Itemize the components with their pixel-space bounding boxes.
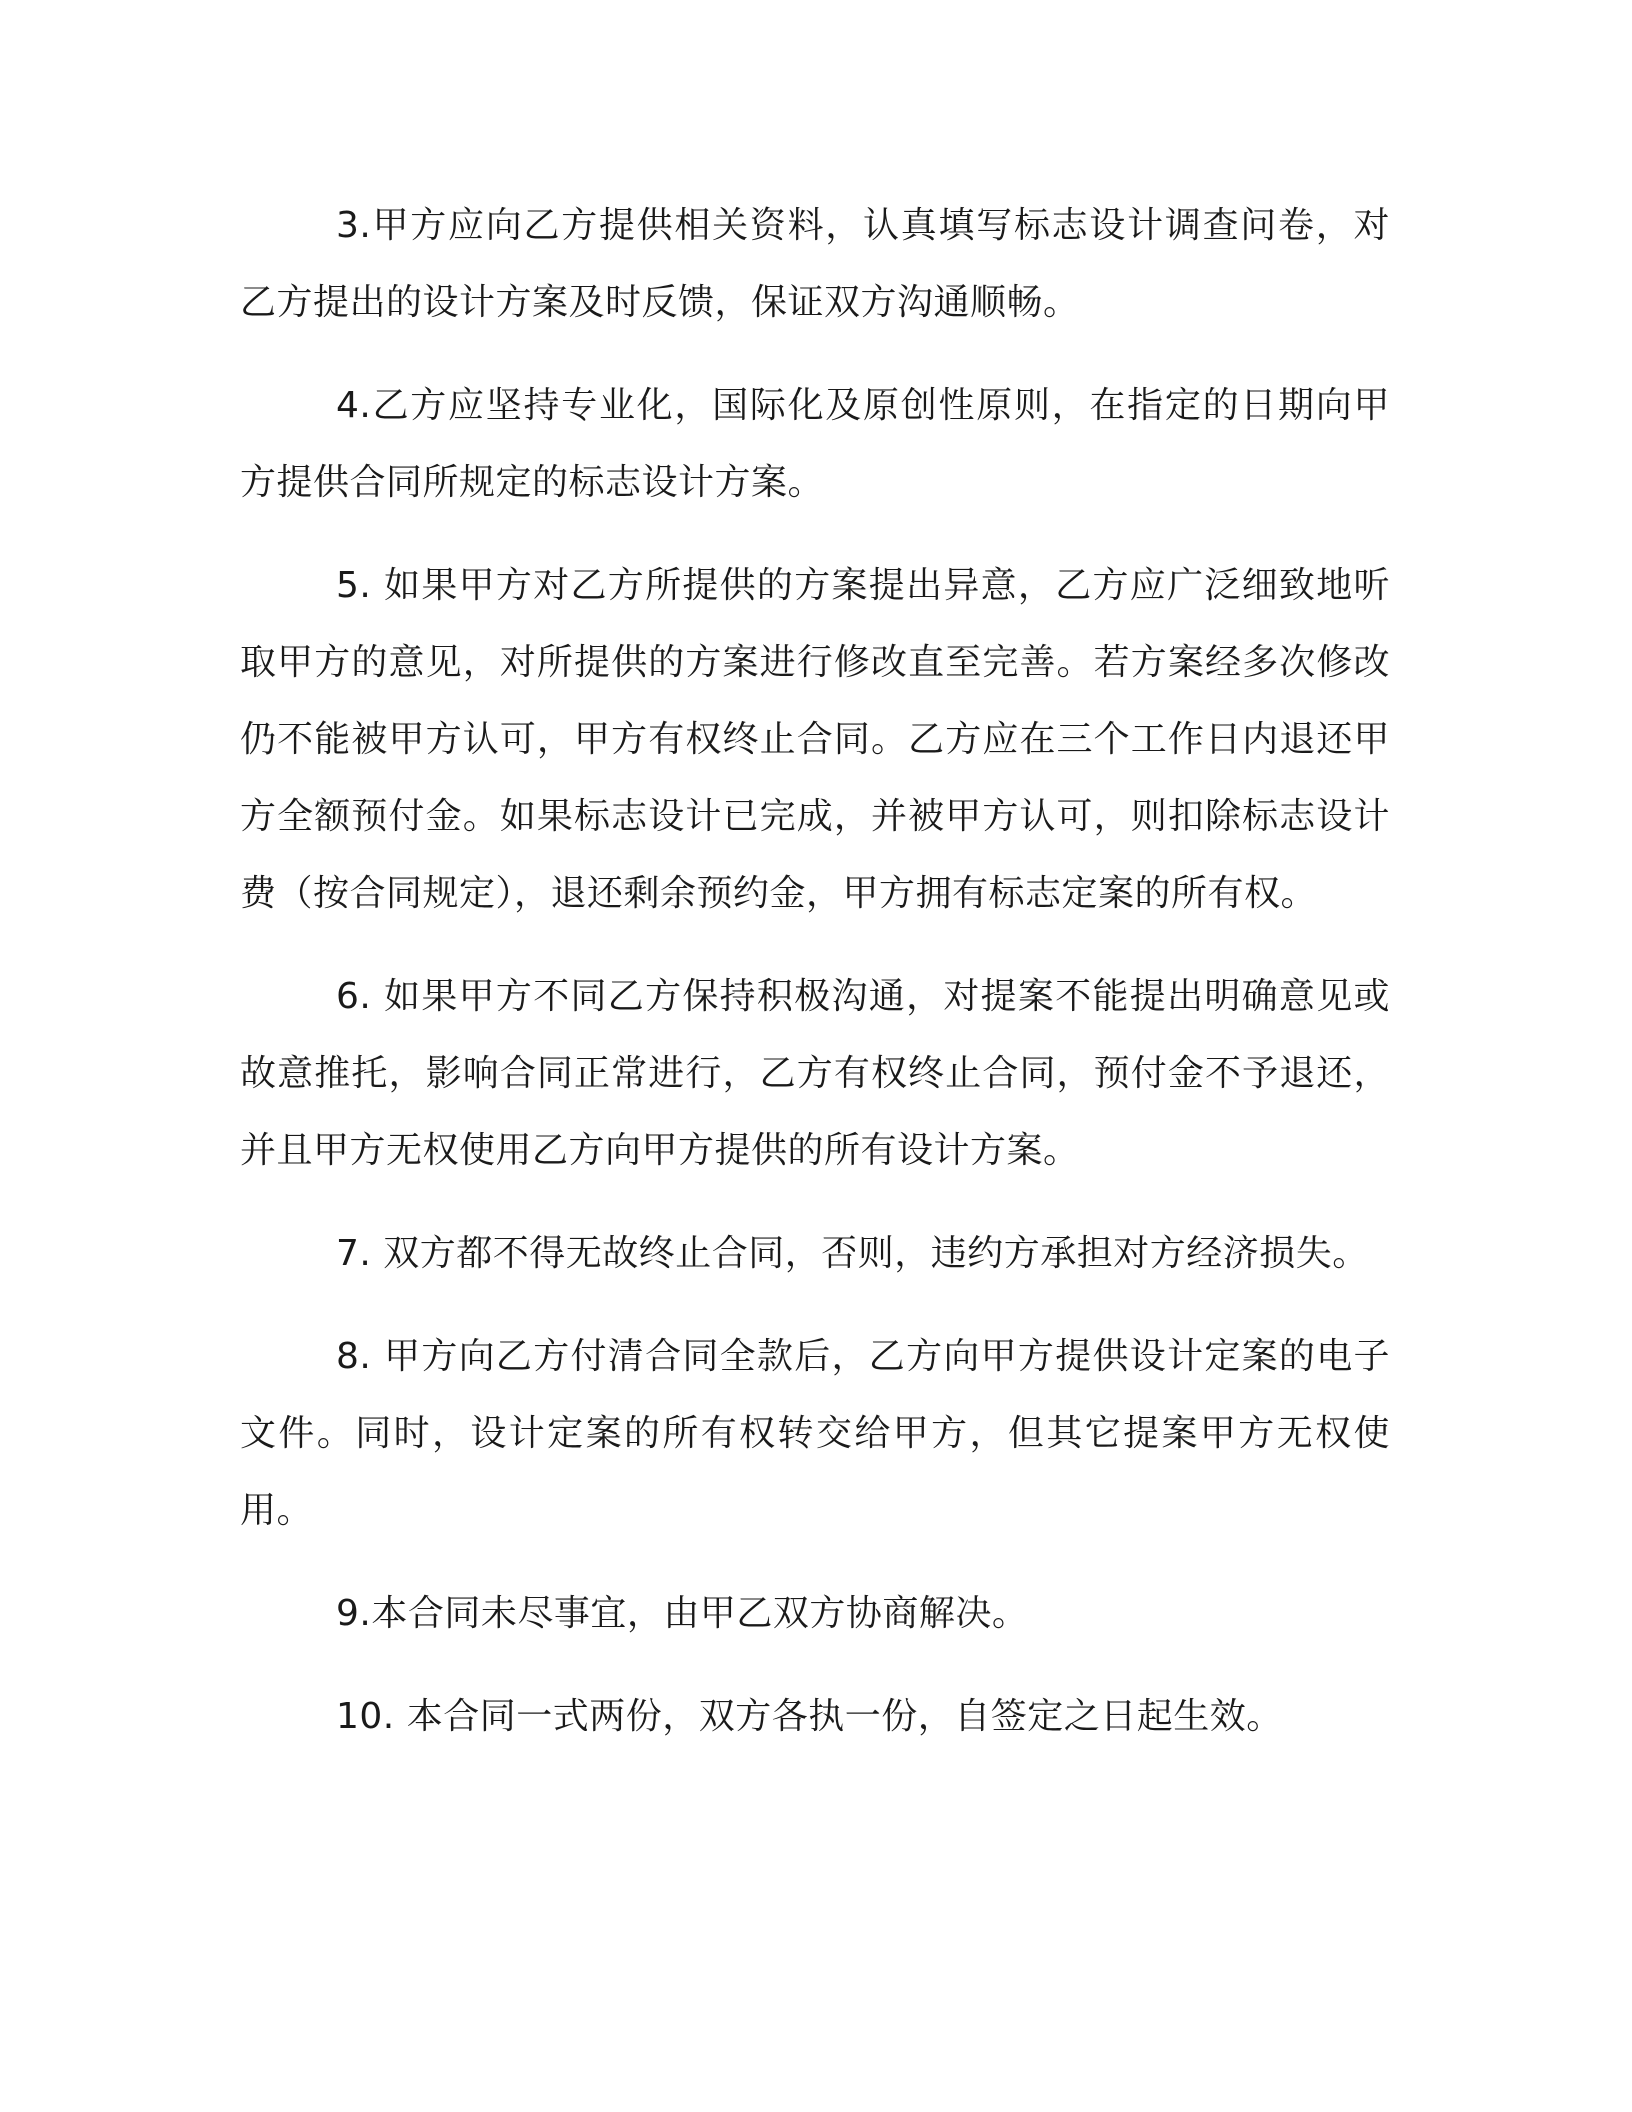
clause-10: 10. 本合同一式两份，双方各执一份，自签定之日起生效。 — [336, 1696, 1283, 1737]
contract-body — [240, 187, 1390, 1781]
clause-7: 7. 双方都不得无故终止合同，否则，违约方承担对方经济损失。 — [336, 1233, 1369, 1274]
clause-8: 8. 甲方向乙方付清合同全款后，乙方向甲方提供设计定案的电子文件。同时，设计定案的所有权转交给甲方，但其它提案甲方无权使用。 — [240, 1336, 1390, 1531]
clause-9: 9.本合同未尽事宜，由甲乙双方协商解决。 — [336, 1593, 1029, 1634]
clause-4: 4.乙方应坚持专业化，国际化及原创性原则，在指定的日期向甲方提供合同所规定的标志设计方案。 — [240, 385, 1390, 503]
clause-3: 3.甲方应向乙方提供相关资料，认真填写标志设计调查问卷，对乙方提出的设计方案及时反馈，保证双方沟通顺畅。 — [240, 205, 1390, 323]
clause-6: 6. 如果甲方不同乙方保持积极沟通，对提案不能提出明确意见或故意推托，影响合同正常进行，乙方有权终止合同，预付金不予退还，并且甲方无权使用乙方向甲方提供的所有设计方案。 — [240, 976, 1390, 1171]
clause-5: 5. 如果甲方对乙方所提供的方案提出异意，乙方应广泛细致地听取甲方的意见，对所提供的方案进行修改直至完善。若方案经多次修改仍不能被甲方认可，甲方有权终止合同。乙方应在三个工作日内退还甲方全额预付金。如果标志设计已完成，并被甲方认可，则扣除标志设计费（按合同规定），退还剩余预约金，甲方拥有标志定案的所有权。 — [240, 565, 1390, 914]
